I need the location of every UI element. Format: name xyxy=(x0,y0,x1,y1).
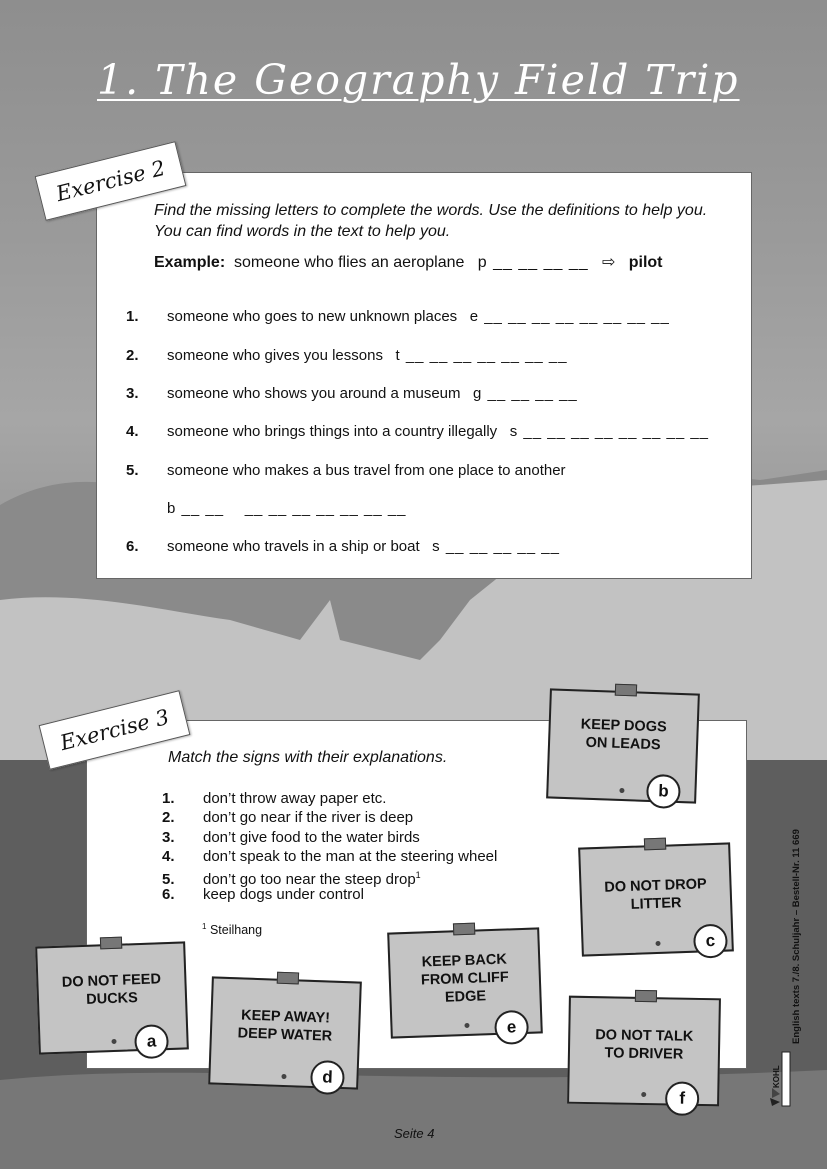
answer-blanks[interactable]: s __ __ __ __ __ __ __ __ xyxy=(509,423,710,440)
pin-icon xyxy=(655,941,660,946)
pin-icon xyxy=(281,1074,286,1079)
exercise-2-label: Exercise 2 xyxy=(35,141,187,221)
footnote-ref: 1 xyxy=(415,870,421,881)
explanation-list xyxy=(162,789,497,905)
clip-icon xyxy=(277,972,299,985)
question-text: someone who travels in a ship or boat xyxy=(167,538,420,555)
question-text: someone who brings things into a country illegally xyxy=(167,423,498,440)
page-number: Seite 4 xyxy=(394,1126,435,1141)
question-number: 5. xyxy=(126,462,139,479)
clip-icon xyxy=(453,923,475,936)
question-number: 2. xyxy=(126,347,139,364)
sign-do-not-feed-ducks[interactable]: DO NOT FEED DUCKS a xyxy=(35,941,189,1054)
list-item: 3. don’t give food to the water birds xyxy=(162,828,420,846)
answer-blanks[interactable]: b __ __ __ __ __ __ __ __ __ xyxy=(167,500,407,517)
sign-letter-d: d xyxy=(310,1060,345,1095)
list-item: 6. keep dogs under control xyxy=(162,886,364,904)
example-blanks: p __ __ __ __ xyxy=(477,254,589,271)
footnote: $^1$ Steilhang xyxy=(202,922,263,938)
example-label: Example: xyxy=(154,254,226,271)
answer-blanks[interactable]: s __ __ __ __ __ xyxy=(432,538,560,555)
question-number: 1. xyxy=(126,308,139,325)
sign-keep-back-from-cliff-edge[interactable]: KEEP BACK FROM CLIFF EDGE e xyxy=(387,927,543,1038)
question-number: 6. xyxy=(126,538,139,555)
exercise-2-instructions: Find the missing letters to complete the words. Use the definitions to help you. You can find words in the text to help you. xyxy=(154,202,708,240)
list-item: 5. don’t go too near the steep drop$^1$ xyxy=(162,870,421,889)
sign-do-not-talk-to-driver[interactable]: DO NOT TALK TO DRIVER f xyxy=(567,996,721,1107)
pin-icon xyxy=(464,1023,469,1028)
list-item: 4. don’t speak to the man at the steering wheel xyxy=(162,847,498,865)
pin-icon xyxy=(619,788,624,793)
publisher-logo-text: KOHL xyxy=(772,1065,781,1088)
example-line xyxy=(154,252,662,272)
pin-icon xyxy=(641,1092,646,1097)
clip-icon xyxy=(615,684,637,697)
pin-icon xyxy=(111,1039,116,1044)
sign-letter-b: b xyxy=(646,774,681,809)
question-text: someone who goes to new unknown places xyxy=(167,308,458,325)
question-5-blanks xyxy=(167,500,407,517)
sign-keep-away-deep-water[interactable]: KEEP AWAY! DEEP WATER d xyxy=(208,976,362,1089)
sign-letter-a: a xyxy=(134,1024,169,1059)
list-item: 1. don’t throw away paper etc. xyxy=(162,790,387,807)
answer-blanks[interactable]: g __ __ __ __ xyxy=(473,385,578,402)
example-answer: pilot xyxy=(628,254,663,271)
clip-icon xyxy=(644,838,666,851)
clip-icon xyxy=(635,990,657,1002)
sign-letter-e: e xyxy=(494,1010,529,1045)
list-item: 2. don’t go near if the river is deep xyxy=(162,809,414,827)
sign-letter-f: f xyxy=(665,1081,700,1116)
question-text: someone who gives you lessons xyxy=(167,347,383,364)
side-publisher-text: English texts 7./8. Schuljahr – Bestell-Nr. 11 669 xyxy=(791,829,802,1044)
arrow-icon: ⇨ xyxy=(601,254,616,271)
answer-blanks[interactable]: t __ __ __ __ __ __ __ xyxy=(395,347,568,364)
question-number: 4. xyxy=(126,423,139,440)
page-title: 1. The Geography Field Trip xyxy=(97,56,740,104)
sign-letter-c: c xyxy=(693,924,728,959)
sign-do-not-drop-litter[interactable]: DO NOT DROP LITTER c xyxy=(578,842,734,956)
publisher-logo xyxy=(768,1048,792,1110)
exercise-3-instructions: Match the signs with their explanations. xyxy=(168,749,448,766)
example-definition: someone who flies an aeroplane xyxy=(234,254,465,271)
question-text: someone who makes a bus travel from one place to another xyxy=(167,462,566,479)
question-text: someone who shows you around a museum xyxy=(167,385,461,402)
exercise-3-label: Exercise 3 xyxy=(39,690,191,770)
answer-blanks[interactable]: e __ __ __ __ __ __ __ __ xyxy=(469,308,670,325)
sign-keep-dogs-on-leads[interactable]: KEEP DOGS ON LEADS b xyxy=(546,688,700,803)
clip-icon xyxy=(100,937,122,950)
question-number: 3. xyxy=(126,385,139,402)
